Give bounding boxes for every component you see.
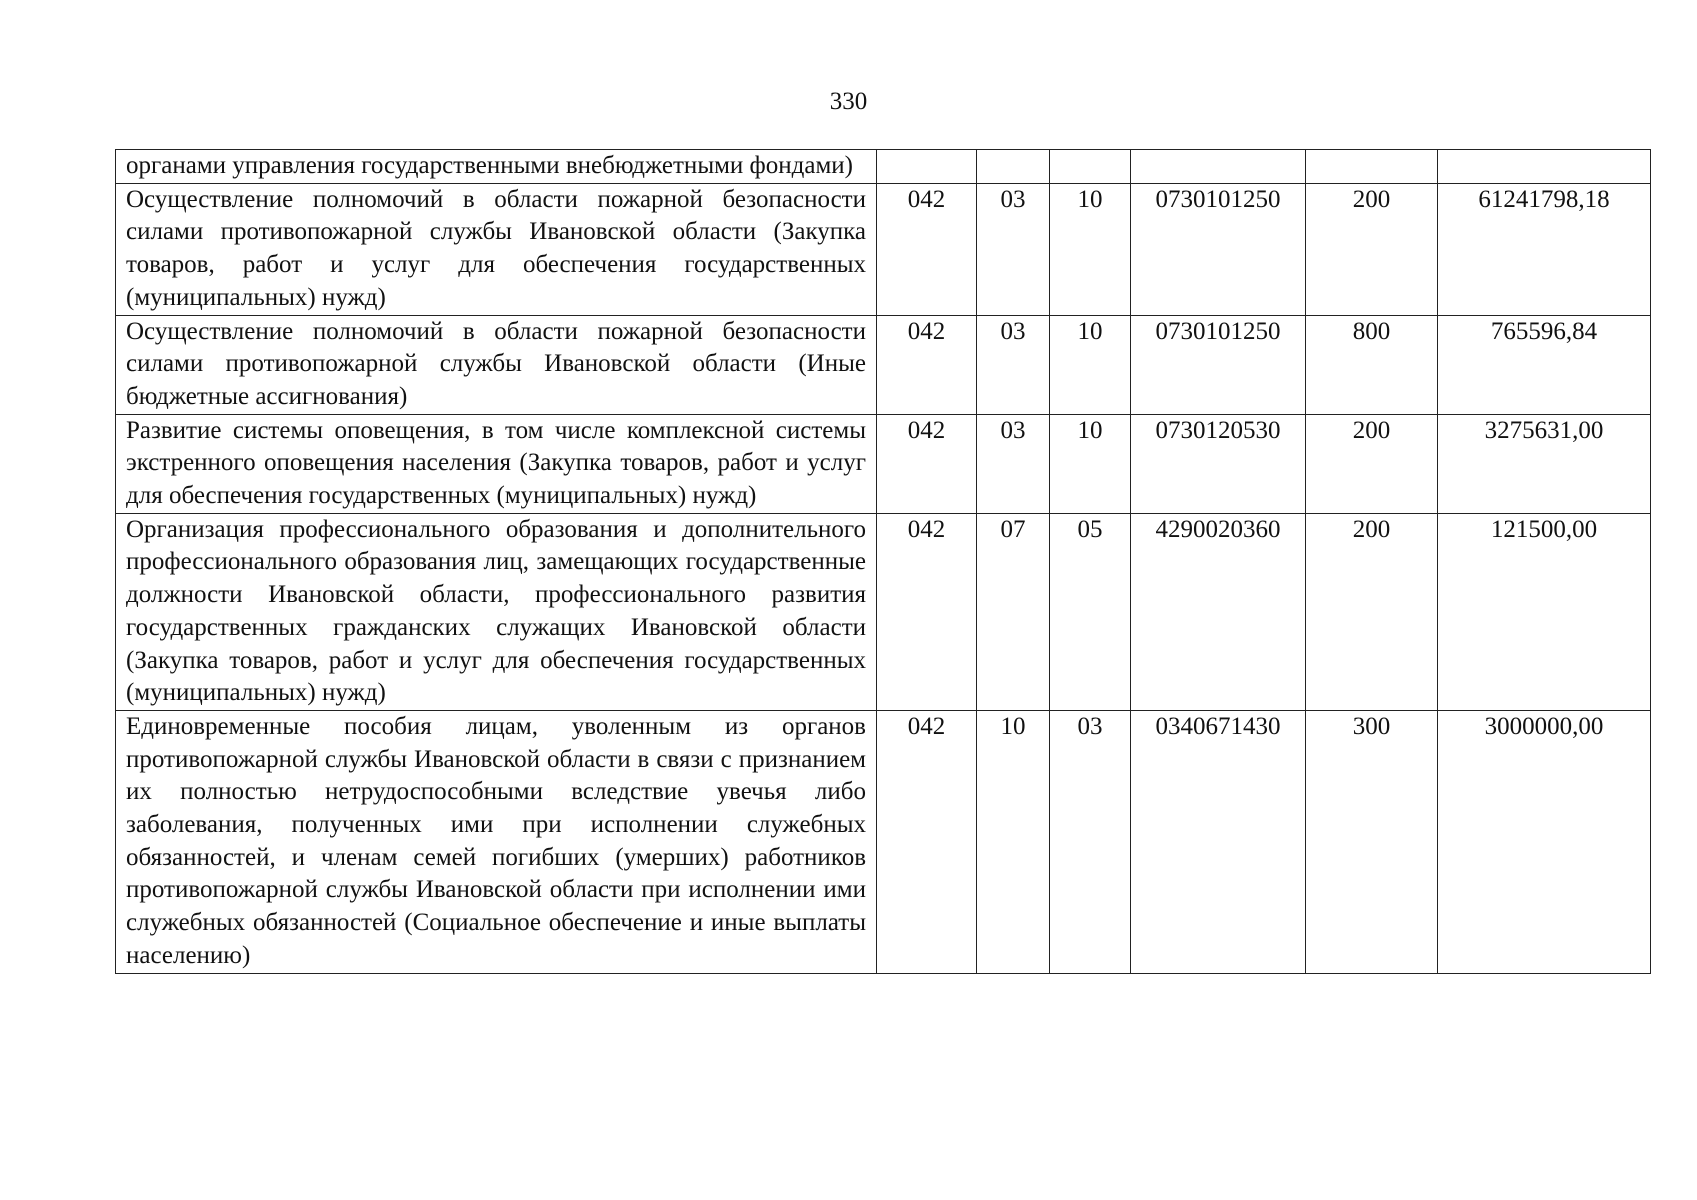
row-grbs-code: 042 [877,513,977,710]
row-subsection-code: 10 [1050,315,1131,414]
row-expense-type-code: 800 [1306,315,1438,414]
row-expense-type-code: 300 [1306,710,1438,973]
row-target-article-code [1131,150,1306,184]
row-grbs-code: 042 [877,414,977,513]
row-description: Единовременные пособия лицам, уволенным из органов противопожарной службы Ивановской области в связи с признанием их полностью нетрудоспособными вследствие увечья либо заболевания, полученных ими при исполнении служебных обязанностей, и членам семей погибших (умерших) работников противопожарной службы Ивановской области при исполнении ими служебных обязанностей (Социальное обеспечение и иные выплаты населению) [116,710,877,973]
row-section-code: 03 [977,183,1050,315]
row-grbs-code: 042 [877,315,977,414]
table-row [116,315,1651,414]
row-target-article-code: 0730120530 [1131,414,1306,513]
page-number: 330 [829,88,868,115]
row-subsection-code [1050,150,1131,184]
row-amount: 3000000,00 [1438,710,1651,973]
row-section-code: 03 [977,414,1050,513]
row-amount: 61241798,18 [1438,183,1651,315]
row-subsection-code: 10 [1050,414,1131,513]
table-row [116,513,1651,710]
row-description: Организация профессионального образования и дополнительного профессионального образования лиц, замещающих государственные должности Ивановской области, профессионального развития государственных гражданских служащих Ивановской области (Закупка товаров, работ и услуг для обеспечения государственных (муниципальных) нужд) [116,513,877,710]
row-amount: 121500,00 [1438,513,1651,710]
row-expense-type-code: 200 [1306,513,1438,710]
row-grbs-code: 042 [877,183,977,315]
row-target-article-code: 0340671430 [1131,710,1306,973]
row-section-code: 07 [977,513,1050,710]
row-subsection-code: 10 [1050,183,1131,315]
row-section-code: 10 [977,710,1050,973]
row-amount: 765596,84 [1438,315,1651,414]
row-subsection-code: 03 [1050,710,1131,973]
row-expense-type-code: 200 [1306,414,1438,513]
table-row [116,710,1651,973]
row-expense-type-code [1306,150,1438,184]
row-amount [1438,150,1651,184]
row-target-article-code: 0730101250 [1131,183,1306,315]
budget-table [115,149,1651,974]
table-row [116,183,1651,315]
row-description: Развитие системы оповещения, в том числе комплексной системы экстренного оповещения населения (Закупка товаров, работ и услуг для обеспечения государственных (муниципальных) нужд) [116,414,877,513]
row-section-code [977,150,1050,184]
row-subsection-code: 05 [1050,513,1131,710]
row-description: органами управления государственными внебюджетными фондами) [116,150,877,184]
row-grbs-code: 042 [877,710,977,973]
table-row [116,150,1651,184]
row-expense-type-code: 200 [1306,183,1438,315]
row-description: Осуществление полномочий в области пожарной безопасности силами противопожарной службы Ивановской области (Иные бюджетные ассигнования) [116,315,877,414]
table-row [116,414,1651,513]
row-amount: 3275631,00 [1438,414,1651,513]
row-target-article-code: 0730101250 [1131,315,1306,414]
row-section-code: 03 [977,315,1050,414]
row-grbs-code [877,150,977,184]
row-description: Осуществление полномочий в области пожарной безопасности силами противопожарной службы Ивановской области (Закупка товаров, работ и услуг для обеспечения государственных (муниципальных) нужд) [116,183,877,315]
row-target-article-code: 4290020360 [1131,513,1306,710]
